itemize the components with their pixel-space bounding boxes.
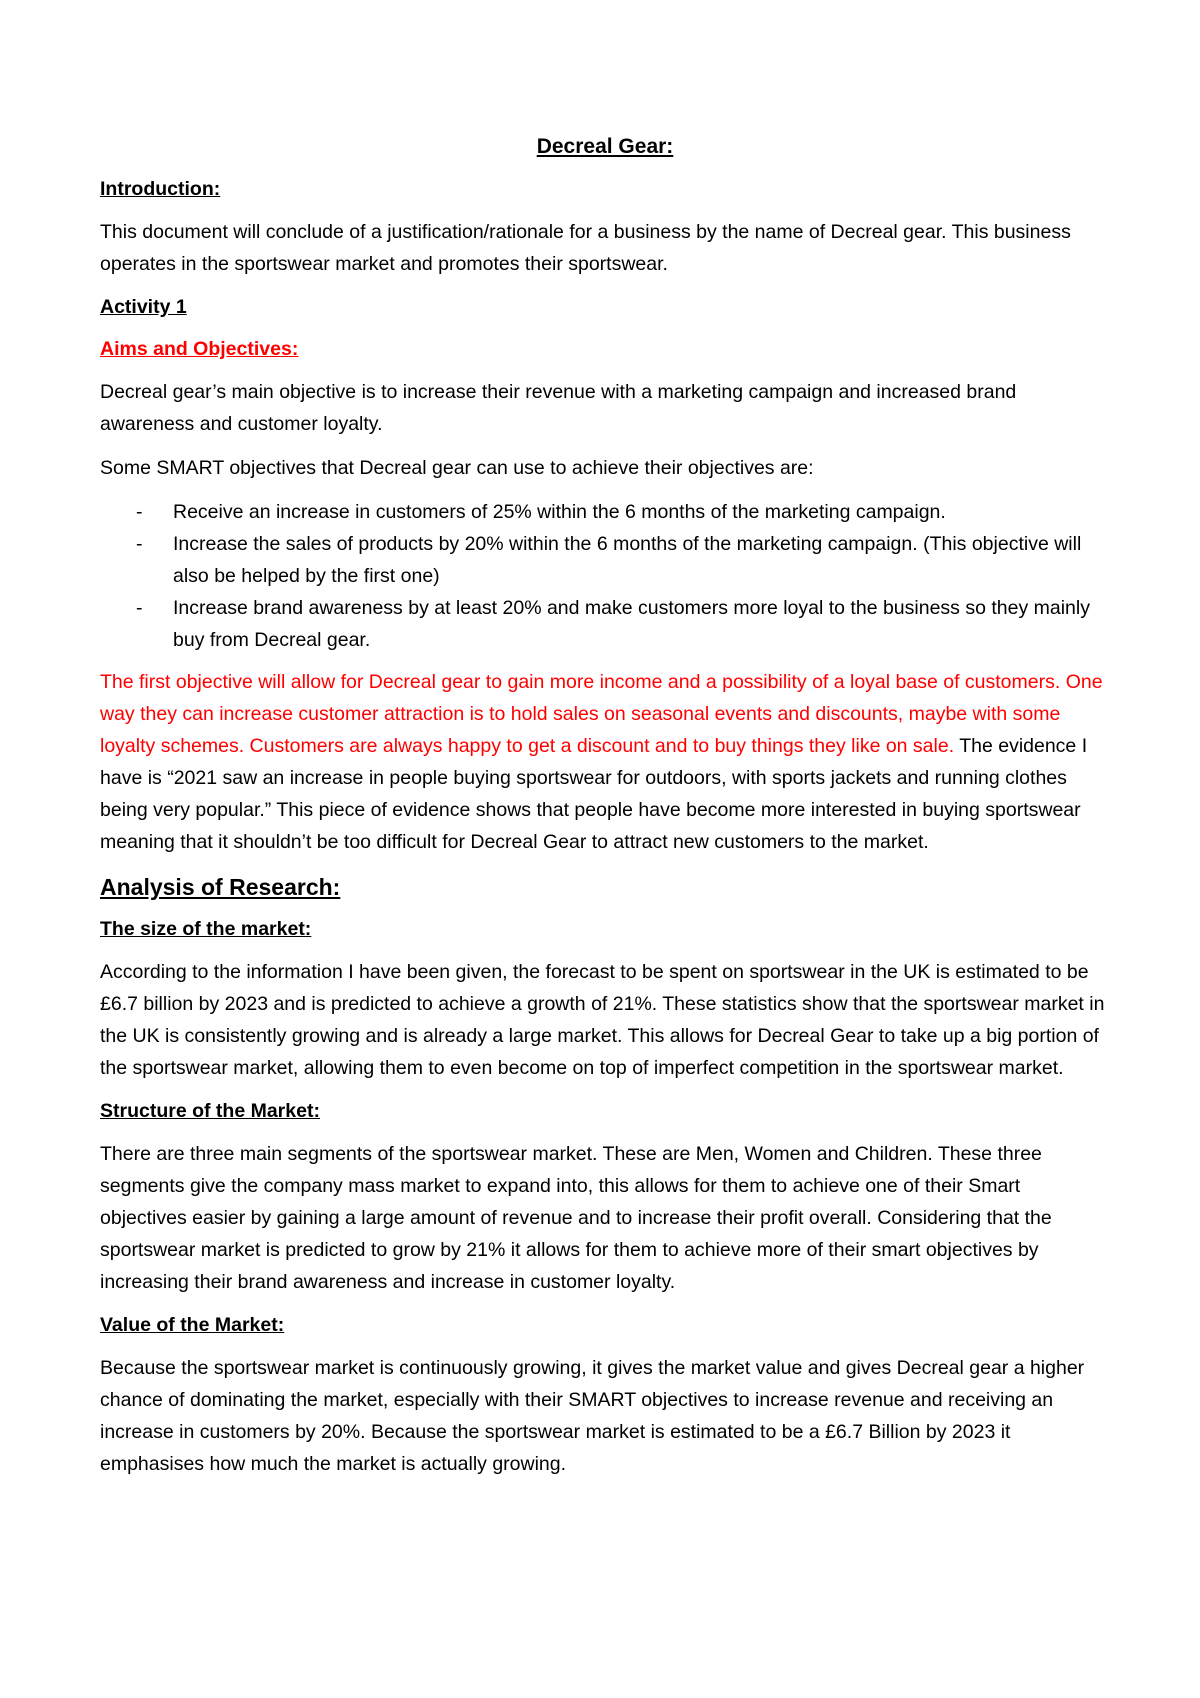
document-page <box>100 132 1110 1492</box>
market-structure-heading: Structure of the Market: <box>100 1100 320 1122</box>
list-item-text: Increase the sales of products by 20% within the 6 months of the marketing campaign. (This objective will also be helped by the first one) <box>173 533 1082 587</box>
aims-objectives-heading: Aims and Objectives: <box>100 338 299 360</box>
list-item <box>100 496 1110 528</box>
smart-intro-text: Some SMART objectives that Decreal gear can use to achieve their objectives are: <box>100 457 814 479</box>
bullet-marker: - <box>136 501 143 523</box>
smart-objectives-list <box>100 496 1110 656</box>
main-objective-text: Decreal gear’s main objective is to increase their revenue with a marketing campaign and increased brand awareness and customer loyalty. <box>100 381 1017 435</box>
highlighted-text: The first objective will allow for Decreal gear to gain more income and a possibility of a loyal base of customers. One way they can increase customer attraction is to hold sales on seasonal events and discounts, maybe with some loyalty schemes. Customers are always happy to get a discount and to buy things they like on sale. <box>100 671 1103 757</box>
list-item-text: Increase brand awareness by at least 20% and make customers more loyal to the business so they mainly buy from Decreal gear. <box>173 597 1090 651</box>
objective-justification-paragraph <box>100 666 1110 858</box>
market-size-heading: The size of the market: <box>100 918 312 940</box>
evidence-text: The evidence I have is “2021 saw an increase in people buying sportswear for outdoors, with sports jackets and running clothes being very popular.” This piece of evidence shows that people have become more interested in buying sportswear meaning that it shouldn’t be too difficult for Decreal Gear to attract new customers to the market. <box>100 735 1088 853</box>
introduction-text: This document will conclude of a justification/rationale for a business by the name of Decreal gear. This business operates in the sportswear market and promotes their sportswear. <box>100 221 1071 275</box>
bullet-marker: - <box>136 597 143 619</box>
list-item <box>100 592 1110 656</box>
introduction-heading: Introduction: <box>100 178 221 200</box>
list-item <box>100 528 1110 592</box>
bullet-marker: - <box>136 533 143 555</box>
document-title: Decreal Gear: <box>536 135 674 158</box>
analysis-heading: Analysis of Research: <box>100 874 341 900</box>
market-value-heading: Value of the Market: <box>100 1314 285 1336</box>
market-structure-text: There are three main segments of the sportswear market. These are Men, Women and Children. These three segments give the company mass market to expand into, this allows for them to achieve one of their Smart objectives easier by gaining a large amount of revenue and to increase their profit overall. Considering that the sportswear market is predicted to grow by 21% it allows for them to achieve more of their smart objectives by increasing their brand awareness and increase in customer loyalty. <box>100 1143 1052 1293</box>
list-item-text: Receive an increase in customers of 25% within the 6 months of the marketing campaign. <box>173 501 946 523</box>
market-size-text: According to the information I have been given, the forecast to be spent on sportswear in the UK is estimated to be £6.7 billion by 2023 and is predicted to achieve a growth of 21%. These statistics show that the sportswear market in the UK is consistently growing and is already a large market. This allows for Decreal Gear to take up a big portion of the sportswear market, allowing them to even become on top of imperfect competition in the sportswear market. <box>100 961 1105 1079</box>
market-value-text: Because the sportswear market is continuously growing, it gives the market value and gives Decreal gear a higher chance of dominating the market, especially with their SMART objectives to increase revenue and receiving an increase in customers by 20%. Because the sportswear market is estimated to be a £6.7 Billion by 2023 it emphasises how much the market is actually growing. <box>100 1357 1085 1475</box>
activity-heading: Activity 1 <box>100 296 187 318</box>
